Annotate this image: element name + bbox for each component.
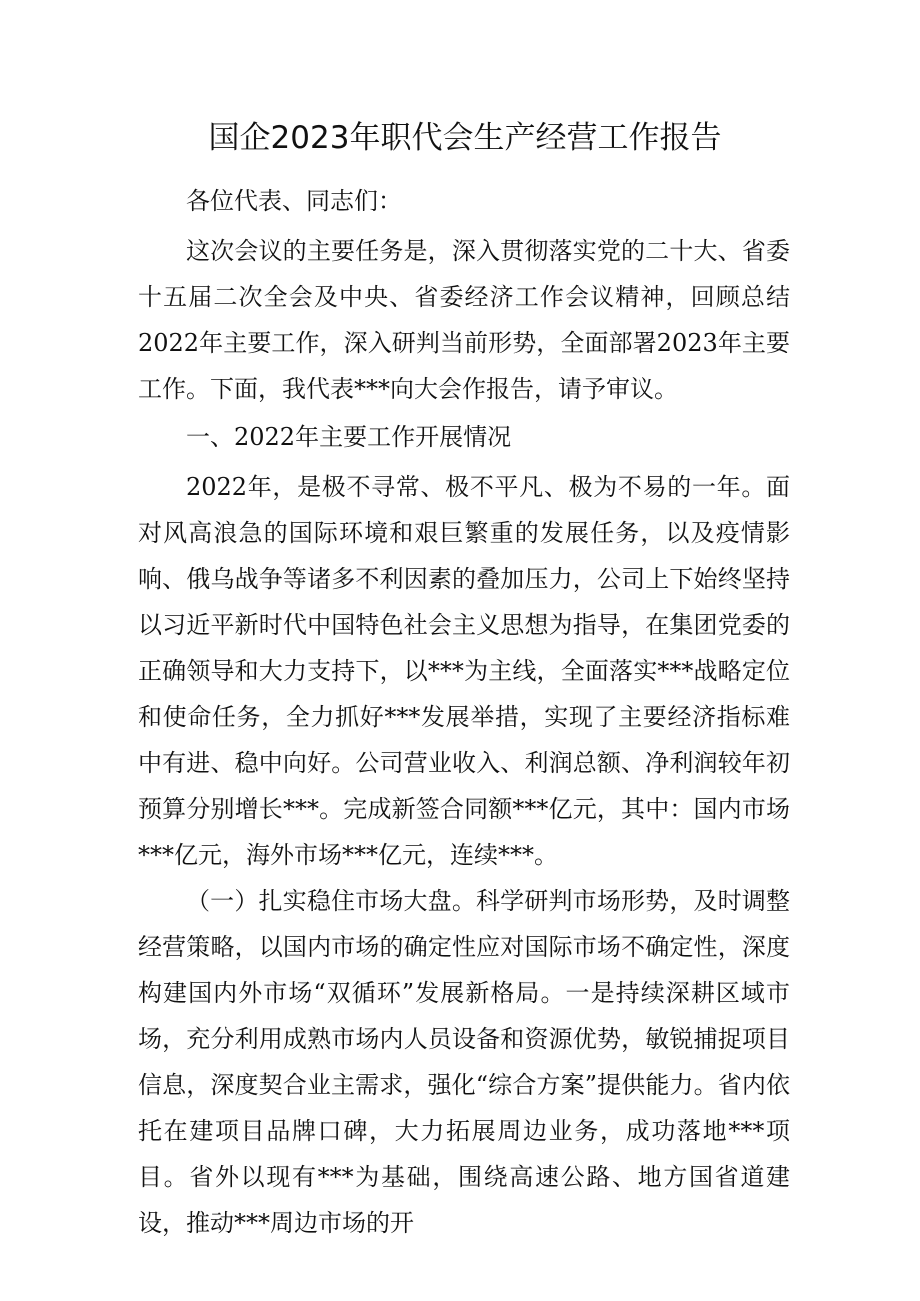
paragraph-intro: 这次会议的主要任务是，深入贯彻落实党的二十大、省委十五届二次全会及中央、省委经济工作会议精神，回顾总结2022年主要工作，深入研判当前形势，全面部署2023年主要工作。下面，我代表***向大会作报告，请予审议。: [138, 237, 790, 403]
section-heading: 一、2022年主要工作开展情况: [186, 423, 512, 451]
paragraph-overview: 2022年，是极不寻常、极不平凡、极为不易的一年。面对风高浪急的国际环境和艰巨繁重的发展任务，以及疫情影响、俄乌战争等诸多不利因素的叠加压力，公司上下始终坚持以习近平新时代中国特色社会主义思想为指导，在集团党委的正确领导和大力支持下，以***为主线，全面落实***战略定位和使命任务，全力抓好***发展举措，实现了主要经济指标难中有进、稳中向好。公司营业收入、利润总额、净利润较年初预算分别增长***。完成新签合同额***亿元，其中：国内市场***亿元，海外市场***亿元，连续***。: [138, 473, 790, 869]
paragraph-market: （一）扎实稳住市场大盘。科学研判市场形势，及时调整经营策略，以国内市场的确定性应对国际市场不确定性，深度构建国内外市场“双循环”发展新格局。一是持续深耕区域市场，充分利用成熟市场内人员设备和资源优势，敏锐捕捉项目信息，深度契合业主需求，强化“综合方案”提供能力。省内依托在建项目品牌口碑，大力拓展周边业务，成功落地***项目。省外以现有***为基础，围绕高速公路、地方国省道建设，推动***周边市场的开: [138, 887, 790, 1237]
salutation: 各位代表、同志们：: [186, 187, 402, 215]
document-title: 国企2023年职代会生产经营工作报告: [208, 120, 722, 156]
document-body: [138, 178, 790, 1246]
